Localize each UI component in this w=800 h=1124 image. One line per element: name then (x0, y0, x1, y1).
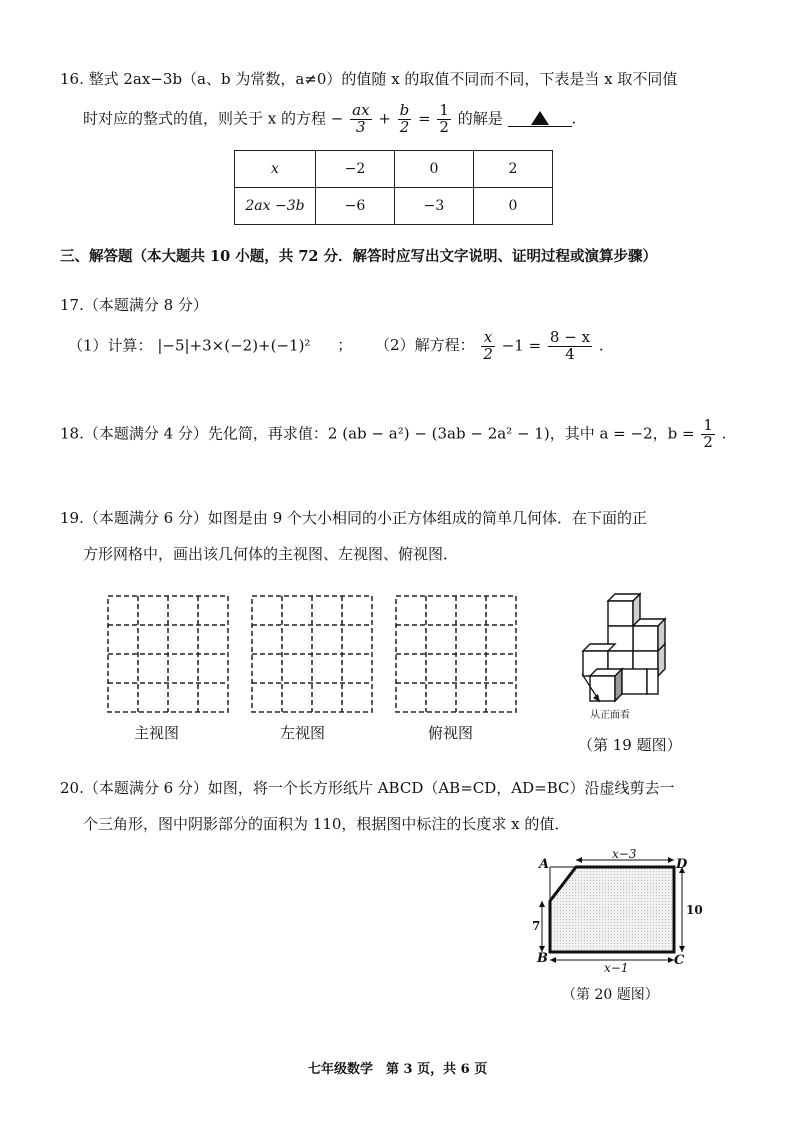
q18-line (60, 418, 726, 451)
table-cell: 0 (395, 151, 474, 188)
front-view-label: 从正面看 (590, 710, 630, 721)
table-cell: x (235, 151, 316, 188)
cube (622, 669, 647, 694)
arrow-left-icon (576, 857, 582, 863)
q16-plus: + (378, 109, 391, 128)
table-cell: −2 (316, 151, 395, 188)
cube (633, 619, 665, 651)
arrow-up-icon (539, 901, 545, 907)
left-view-label: 左视图 (280, 724, 326, 742)
q17-part1-expr: |−5|+3×(−2)+(−1)² (157, 336, 311, 355)
vertex-label-b: B (537, 951, 548, 966)
q17-frac-x-2: $\frac{x}{2}$ (483, 328, 493, 363)
right-length-label: 10 (686, 903, 703, 917)
cube (608, 594, 640, 626)
q18-text: 18.（本题满分 4 分）先化简，再求值：2 (ab − a²) − (3ab − 2a² − 1)，其中 a = −2，b = (60, 424, 700, 443)
table-cell: 2ax −3b (235, 188, 316, 225)
q19-line1: 19.（本题满分 6 分）如图是由 9 个大小相同的小正方体组成的简单几何体．在下面的正 (60, 509, 648, 527)
q17-mid: −1 = (501, 336, 542, 355)
q16-frac-b-2: $\frac{b}{2}$ (399, 101, 410, 136)
left-length-label: 7 (532, 919, 541, 933)
q17-sep: ； (337, 336, 353, 355)
q16-frac-ax-3: $\frac{ax}{3}$ (352, 101, 370, 136)
q19-figures (100, 588, 800, 768)
table-cell: 2 (474, 151, 553, 188)
table-cell: −6 (316, 188, 395, 225)
q16-equals: = (418, 109, 431, 128)
triangle-icon (531, 111, 549, 125)
q19-line2: 方形网格中，画出该几何体的主视图、左视图、俯视图． (83, 545, 459, 563)
q20-figure (520, 846, 703, 1016)
q16-line2-pre: 时对应的整式的值，则关于 x 的方程 − (83, 109, 344, 128)
shaded-region (550, 867, 674, 952)
q20-line2: 个三角形，图中阴影部分的面积为 110，根据图中标注的长度求 x 的值． (83, 815, 570, 833)
cube-figure (582, 594, 665, 702)
vertex-label-c: C (674, 953, 685, 968)
q17-part2-label: （2）解方程： (375, 336, 475, 355)
vertex-label-a: A (539, 857, 550, 872)
top-view-grid[interactable] (396, 596, 516, 712)
arrow-right-icon (668, 857, 674, 863)
q18-end: . (721, 424, 727, 443)
table-row (235, 151, 553, 188)
arrow-left-icon (550, 957, 556, 963)
left-view-grid[interactable] (252, 596, 372, 712)
q16-line2-post: 的解是 (457, 109, 503, 128)
q20-line1: 20.（本题满分 6 分）如图，将一个长方形纸片 ABCD（AB=CD，AD=BC）沿虚线剪去一 (60, 779, 675, 797)
vertex-label-d: D (676, 857, 688, 872)
cube (590, 669, 622, 701)
figure20-caption: （第 20 题图） (562, 987, 659, 1003)
q17-part1-label: （1）计算： (68, 336, 153, 355)
q17-parts (68, 330, 604, 363)
q17-title: 17.（本题满分 8 分） (60, 296, 208, 314)
section-heading: 三、解答题（本大题共 10 小题，共 72 分．解答时应写出文字说明、证明过程或演算步骤） (60, 248, 658, 265)
value-table (234, 150, 553, 225)
top-length-label: x−3 (612, 847, 637, 861)
bottom-length-label: x−1 (604, 961, 629, 975)
q17-frac-8-x-4: $\frac{8 - x}{4}$ (549, 328, 591, 363)
arrow-down-icon (679, 946, 685, 952)
main-view-grid[interactable] (108, 596, 228, 712)
table-cell: −3 (395, 188, 474, 225)
q16-line2: 时对应的整式的值，则关于 x 的方程 − $\frac{ax}{3}$ + $\frac{b}{2}$ = $\frac{1}{2}$ 的解是 . (83, 101, 577, 136)
q16-line1: 16. 整式 2ax−3b（a、b 为常数，a≠0）的值随 x 的取值不同而不同，下表是当 x 取不同值 (60, 70, 678, 88)
q16-frac-1-2: $\frac{1}{2}$ (439, 101, 449, 136)
page-footer: 七年级数学 第 3 页，共 6 页 (308, 1062, 488, 1077)
table-row (235, 188, 553, 225)
figure19-caption: （第 19 题图） (578, 736, 682, 754)
table-cell: 0 (474, 188, 553, 225)
main-view-label: 主视图 (134, 724, 180, 742)
answer-blank[interactable] (508, 111, 572, 127)
q18-frac-1-2: $\frac{1}{2}$ (703, 416, 713, 451)
q17-end: . (598, 336, 604, 355)
top-view-label: 俯视图 (428, 724, 474, 742)
cube (647, 669, 658, 694)
